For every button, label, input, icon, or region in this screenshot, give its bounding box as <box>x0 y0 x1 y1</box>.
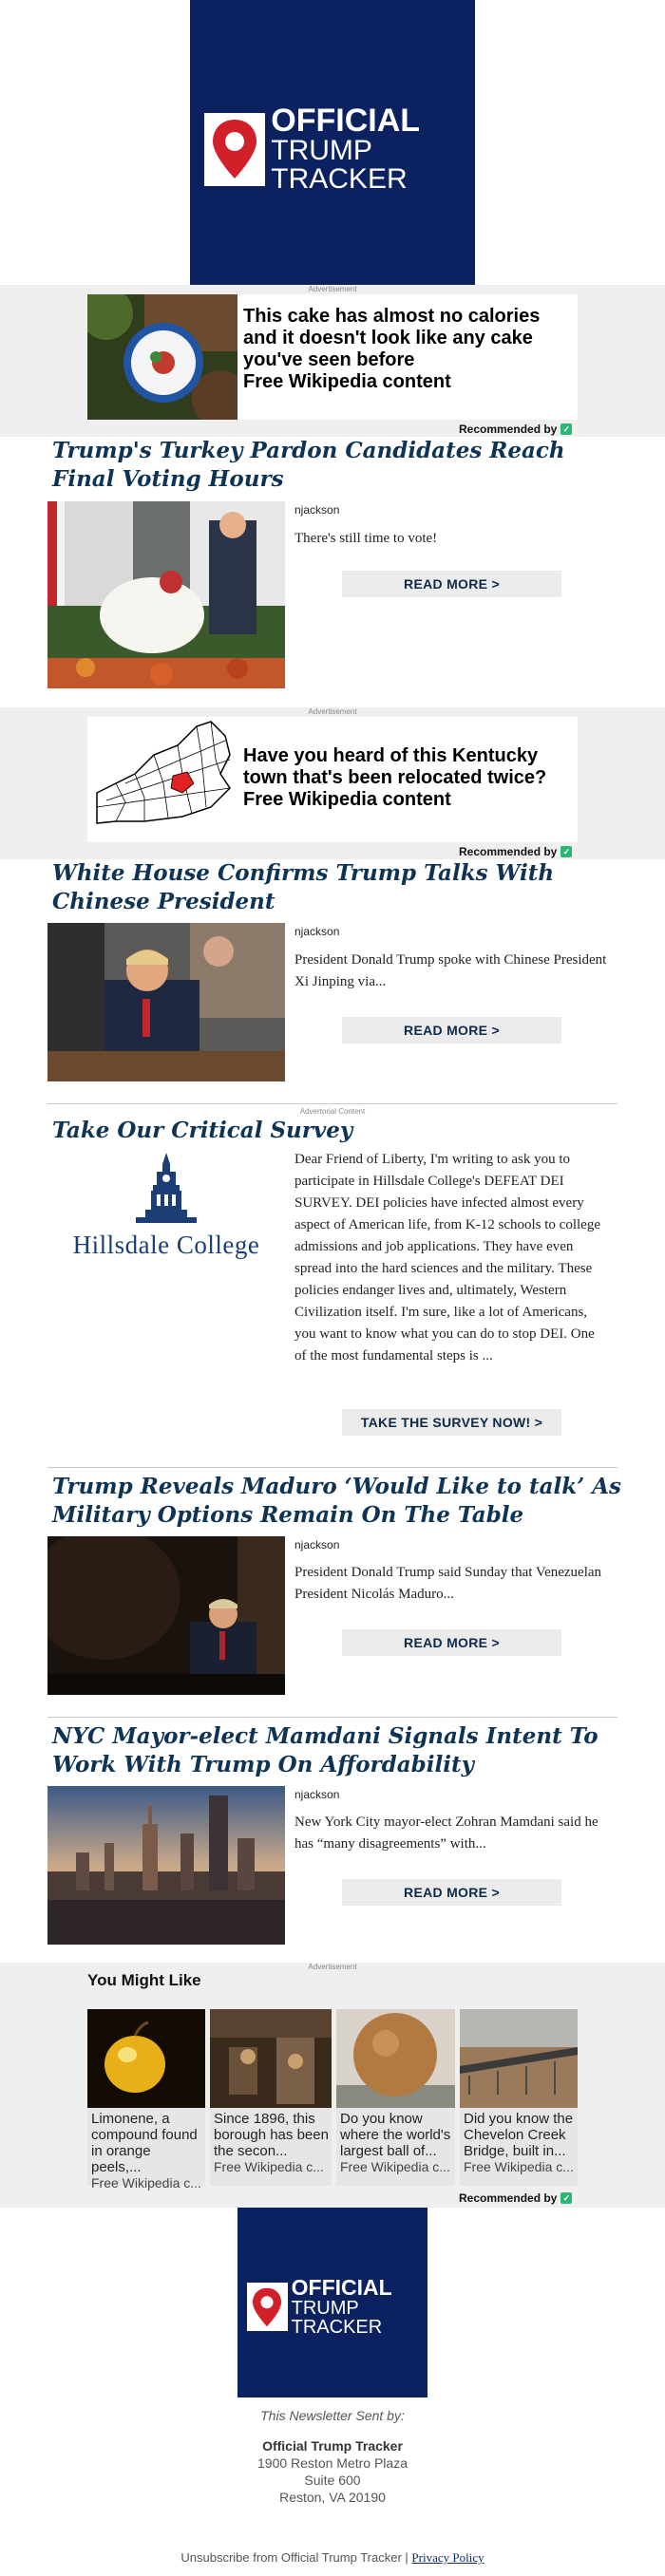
take-survey-button[interactable]: TAKE THE SURVEY NOW! > <box>342 1409 561 1436</box>
recommendation-caption: Did you know the Chevelon Creek Bridge, built in... <box>464 2111 574 2159</box>
college-name: Hillsdale College <box>72 1231 260 1259</box>
privacy-policy-link[interactable]: Privacy Policy <box>411 2550 484 2565</box>
recommendation-source: Free Wikipedia c... <box>340 2159 450 2174</box>
unsubscribe-link[interactable]: Unsubscribe from Official Trump Tracker <box>180 2550 402 2565</box>
article-title[interactable]: NYC Mayor-elect Mamdani Signals Intent To Work With Trump On Affordability <box>52 1723 598 1777</box>
article-image-turkey[interactable] <box>48 501 285 688</box>
ad-label: Advertisement <box>308 1963 357 1971</box>
read-more-button[interactable]: READ MORE > <box>342 1629 561 1656</box>
article-image-trump-dark[interactable] <box>48 1536 285 1695</box>
hillsdale-college-logo[interactable] <box>48 1151 285 1259</box>
article-author: njackson <box>294 1538 340 1551</box>
read-more-button[interactable]: READ MORE > <box>342 1879 561 1906</box>
advertorial-label: Advertorial Content <box>299 1107 366 1116</box>
footer-address-line-2: Suite 600 <box>304 2473 361 2488</box>
article-excerpt: New York City mayor-elect Zohran Mamdani said he has “many disagreements” with... <box>294 1814 598 1852</box>
recommender-logo-icon: ✓ <box>560 846 572 857</box>
recommended-by-label: Recommended by <box>459 845 558 858</box>
ad-headline: This cake has almost no calories and it doesn't look like any cake you've seen before <box>243 306 541 370</box>
article-image-nyc-skyline[interactable] <box>48 1786 285 1945</box>
footer-links <box>0 2549 665 2567</box>
ad-headline: Have you heard of this Kentucky town that's been relocated twice? <box>243 745 547 788</box>
ad-card-kentucky[interactable] <box>87 717 578 842</box>
ad-source: Free Wikipedia content <box>243 371 451 392</box>
footer-logo[interactable] <box>238 2208 428 2397</box>
article-image-trump-desk[interactable] <box>48 923 285 1081</box>
article-excerpt: President Donald Trump said Sunday that Venezuelan President Nicolás Maduro... <box>294 1565 602 1602</box>
footer-org-name: Official Trump Tracker <box>262 2438 403 2454</box>
header-logo[interactable] <box>190 0 475 285</box>
map-pin-icon <box>204 113 265 186</box>
article-title[interactable]: Trump Reveals Maduro ‘Would Like to talk’ As Military Options Remain On The Table <box>52 1474 621 1528</box>
recommender-logo-icon: ✓ <box>560 2192 572 2204</box>
footer-address-line-1: 1900 Reston Metro Plaza <box>257 2455 408 2471</box>
logo-line-1: OFFICIAL <box>291 2275 392 2300</box>
recommended-by[interactable] <box>459 423 572 436</box>
logo-line-2: TRUMP TRACKER <box>271 135 408 195</box>
recommendation-card[interactable] <box>336 2009 455 2186</box>
section-divider <box>48 1717 618 1718</box>
article-excerpt: President Donald Trump spoke with Chinese President Xi Jinping via... <box>294 952 607 989</box>
recommendation-source: Free Wikipedia c... <box>91 2175 201 2191</box>
article-title[interactable]: White House Confirms Trump Talks With Chinese President <box>52 860 555 914</box>
ad-image-kentucky-map <box>87 717 238 842</box>
recommended-by-label: Recommended by <box>459 2191 558 2205</box>
ad-card-cake[interactable] <box>87 294 578 420</box>
ad-source: Free Wikipedia content <box>243 789 451 810</box>
recommended-by[interactable] <box>459 845 572 858</box>
logo-line-1: OFFICIAL <box>271 103 421 139</box>
recommendation-card[interactable] <box>210 2009 332 2186</box>
article-author: njackson <box>294 925 340 938</box>
you-might-like-title: You Might Like <box>87 1971 201 1989</box>
sent-by-label: This Newsletter Sent by: <box>260 2408 405 2423</box>
ad-label: Advertisement <box>308 707 357 716</box>
recommendation-source: Free Wikipedia c... <box>464 2159 574 2174</box>
recommendation-caption: Do you know where the world's largest ball of... <box>340 2111 451 2159</box>
article-title[interactable]: Trump's Turkey Pardon Candidates Reach Final Voting Hours <box>52 438 565 492</box>
read-more-button[interactable]: READ MORE > <box>342 571 561 597</box>
recommendation-caption: Limonene, a compound found in orange peels,... <box>91 2111 198 2175</box>
read-more-button[interactable]: READ MORE > <box>342 1017 561 1044</box>
section-divider <box>48 1467 618 1468</box>
recommendation-image-twine-ball <box>336 2009 455 2108</box>
recommender-logo-icon: ✓ <box>560 423 572 435</box>
recommendation-card[interactable] <box>87 2009 205 2191</box>
recommendation-image-orange <box>87 2009 205 2108</box>
article-excerpt: There's still time to vote! <box>294 531 438 546</box>
logo-line-2: TRUMP TRACKER <box>291 2298 383 2338</box>
ad-image-cake <box>87 294 238 420</box>
recommended-by[interactable] <box>459 2191 572 2205</box>
college-tower-icon <box>128 1151 204 1227</box>
link-separator: | <box>405 2550 408 2565</box>
map-pin-icon <box>247 2283 288 2331</box>
recommendation-source: Free Wikipedia c... <box>214 2159 324 2174</box>
article-author: njackson <box>294 1788 340 1801</box>
recommendation-caption: Since 1896, this borough has been the secon... <box>214 2111 329 2159</box>
footer-address-line-3: Reston, VA 20190 <box>279 2490 386 2505</box>
survey-title[interactable]: Take Our Critical Survey <box>52 1118 353 1143</box>
article-author: njackson <box>294 503 340 517</box>
recommendation-card[interactable] <box>460 2009 578 2186</box>
section-divider <box>48 1103 618 1104</box>
ad-label: Advertisement <box>308 285 357 293</box>
recommended-by-label: Recommended by <box>459 423 558 436</box>
survey-body: Dear Friend of Liberty, I'm writing to ask you to participate in Hillsdale College's DEFEAT DEI SURVEY. DEI policies have infected almost every aspect of American life, from K-12 schools to college admissions and job applications. They have even spread into the hard sciences and the military. These policies endanger lives and, ultimately, Western Civilization itself. I'm sure, like a lot of Americans, you want to know what you can do to stop DEI. One of the most fundamental steps is ... <box>294 1152 600 1363</box>
recommendation-image-borough <box>210 2009 332 2108</box>
recommendation-image-bridge <box>460 2009 578 2108</box>
